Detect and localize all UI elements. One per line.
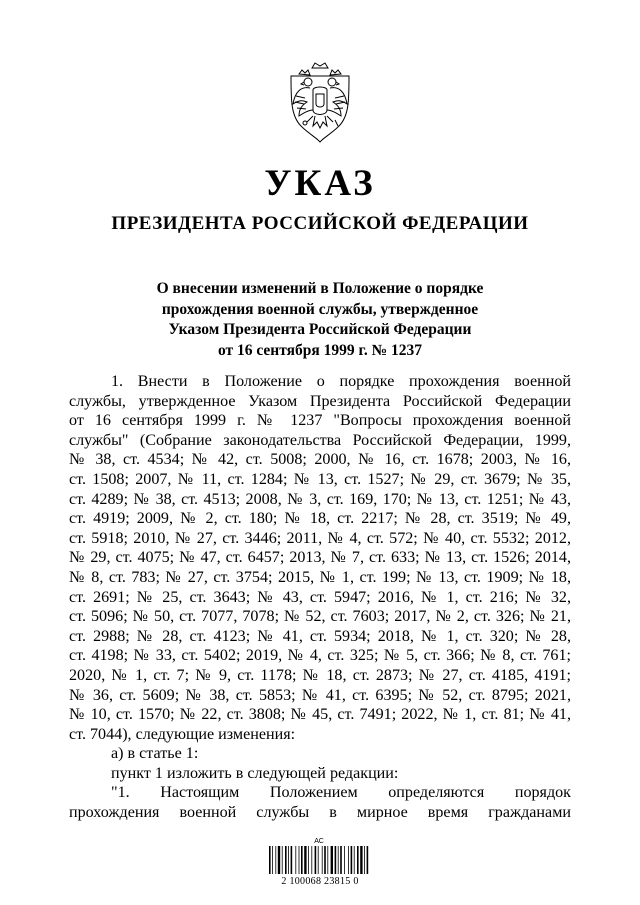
document-type: УКАЗ: [264, 163, 376, 204]
body-line: ст. 7044), следующие изменения:: [69, 725, 296, 743]
title-line: от 16 сентября 1999 г. № 1237: [217, 341, 423, 359]
body-line: 2020, № 1, ст. 7; № 9, ст. 1178; № 18, ст. 2873; № 27, ст. 4185, 4191;: [69, 666, 571, 684]
body-line: 1. Внести в Положение о порядке прохождения военной: [111, 373, 571, 390]
document-title: [100, 279, 540, 361]
body-line: № 36, ст. 5609; № 38, ст. 5853; № 41, ст. 6395; № 52, ст. 8795; 2021,: [69, 686, 571, 704]
body-line: № 38, ст. 4534; № 42, ст. 5008; 2000, № 16, ст. 1678; 2003, № 16,: [69, 451, 571, 469]
body-line: пункт 1 изложить в следующей редакции:: [111, 764, 399, 782]
body-line: ст. 2988; № 28, ст. 4123; № 41, ст. 5934; 2018, № 1, ст. 320; № 28,: [69, 627, 571, 645]
title-line: прохождения военной службы, утвержденное: [161, 300, 479, 318]
barcode-mark: АС: [314, 838, 324, 845]
title-line: Указом Президента Российской Федерации: [168, 321, 472, 338]
body-line: прохождения военной службы в мирное время гражданами: [69, 804, 571, 822]
body-line: № 10, ст. 1570; № 22, ст. 3808; № 45, ст. 7491; 2022, № 1, ст. 81; № 41,: [69, 706, 571, 724]
body-line: от 16 сентября 1999 г. № 1237 "Вопросы прохождения военной: [69, 412, 571, 430]
body-line: ст. 4289; № 38, ст. 4513; 2008, № 3, ст. 169, 170; № 13, ст. 1251; № 43,: [69, 490, 571, 508]
body-line: ст. 5096; № 50, ст. 7077, 7078; № 52, ст. 7603; 2017, № 2, ст. 326; № 21,: [69, 608, 571, 626]
document-body: [69, 372, 571, 823]
body-line: ст. 5918; 2010, № 27, ст. 3446; 2011, № 4, ст. 572; № 40, ст. 5532; 2012,: [69, 529, 571, 547]
body-line: № 8, ст. 783; № 27, ст. 3754; 2015, № 1, ст. 199; № 13, ст. 1909; № 18,: [69, 568, 571, 586]
body-line: "1. Настоящим Положением определяются порядок: [111, 784, 571, 802]
body-line: а) в статье 1:: [111, 745, 199, 763]
coat-of-arms-icon: [277, 60, 363, 146]
body-line: ст. 1508; 2007, № 11, ст. 1284; № 13, ст. 1527; № 29, ст. 3679; № 35,: [69, 470, 571, 488]
body-line: службы, утвержденное Указом Президента Российской Федерации: [69, 392, 571, 410]
body-line: ст. 2691; № 25, ст. 3643; № 43, ст. 5947; 2016, № 1, ст. 216; № 32,: [69, 588, 571, 606]
barcode-icon: [268, 846, 372, 874]
title-line: О внесении изменений в Положение о порядке: [156, 280, 484, 297]
body-line: ст. 4919; 2009, № 2, ст. 180; № 18, ст. 2217; № 28, ст. 3519; № 49,: [69, 510, 571, 528]
barcode-number: 2 100068 23815 0: [281, 876, 359, 887]
issuer-title: ПРЕЗИДЕНТА РОССИЙСКОЙ ФЕДЕРАЦИИ: [111, 213, 529, 234]
body-line: ст. 4198; № 33, ст. 5402; 2019, № 4, ст. 325; № 5, ст. 366; № 8, ст. 761;: [69, 647, 571, 665]
body-line: службы" (Собрание законодательства Российской Федерации, 1999,: [69, 431, 571, 449]
body-line: № 29, ст. 4075; № 47, ст. 6457; 2013, № 7, ст. 633; № 13, ст. 1526; 2014,: [69, 549, 571, 567]
